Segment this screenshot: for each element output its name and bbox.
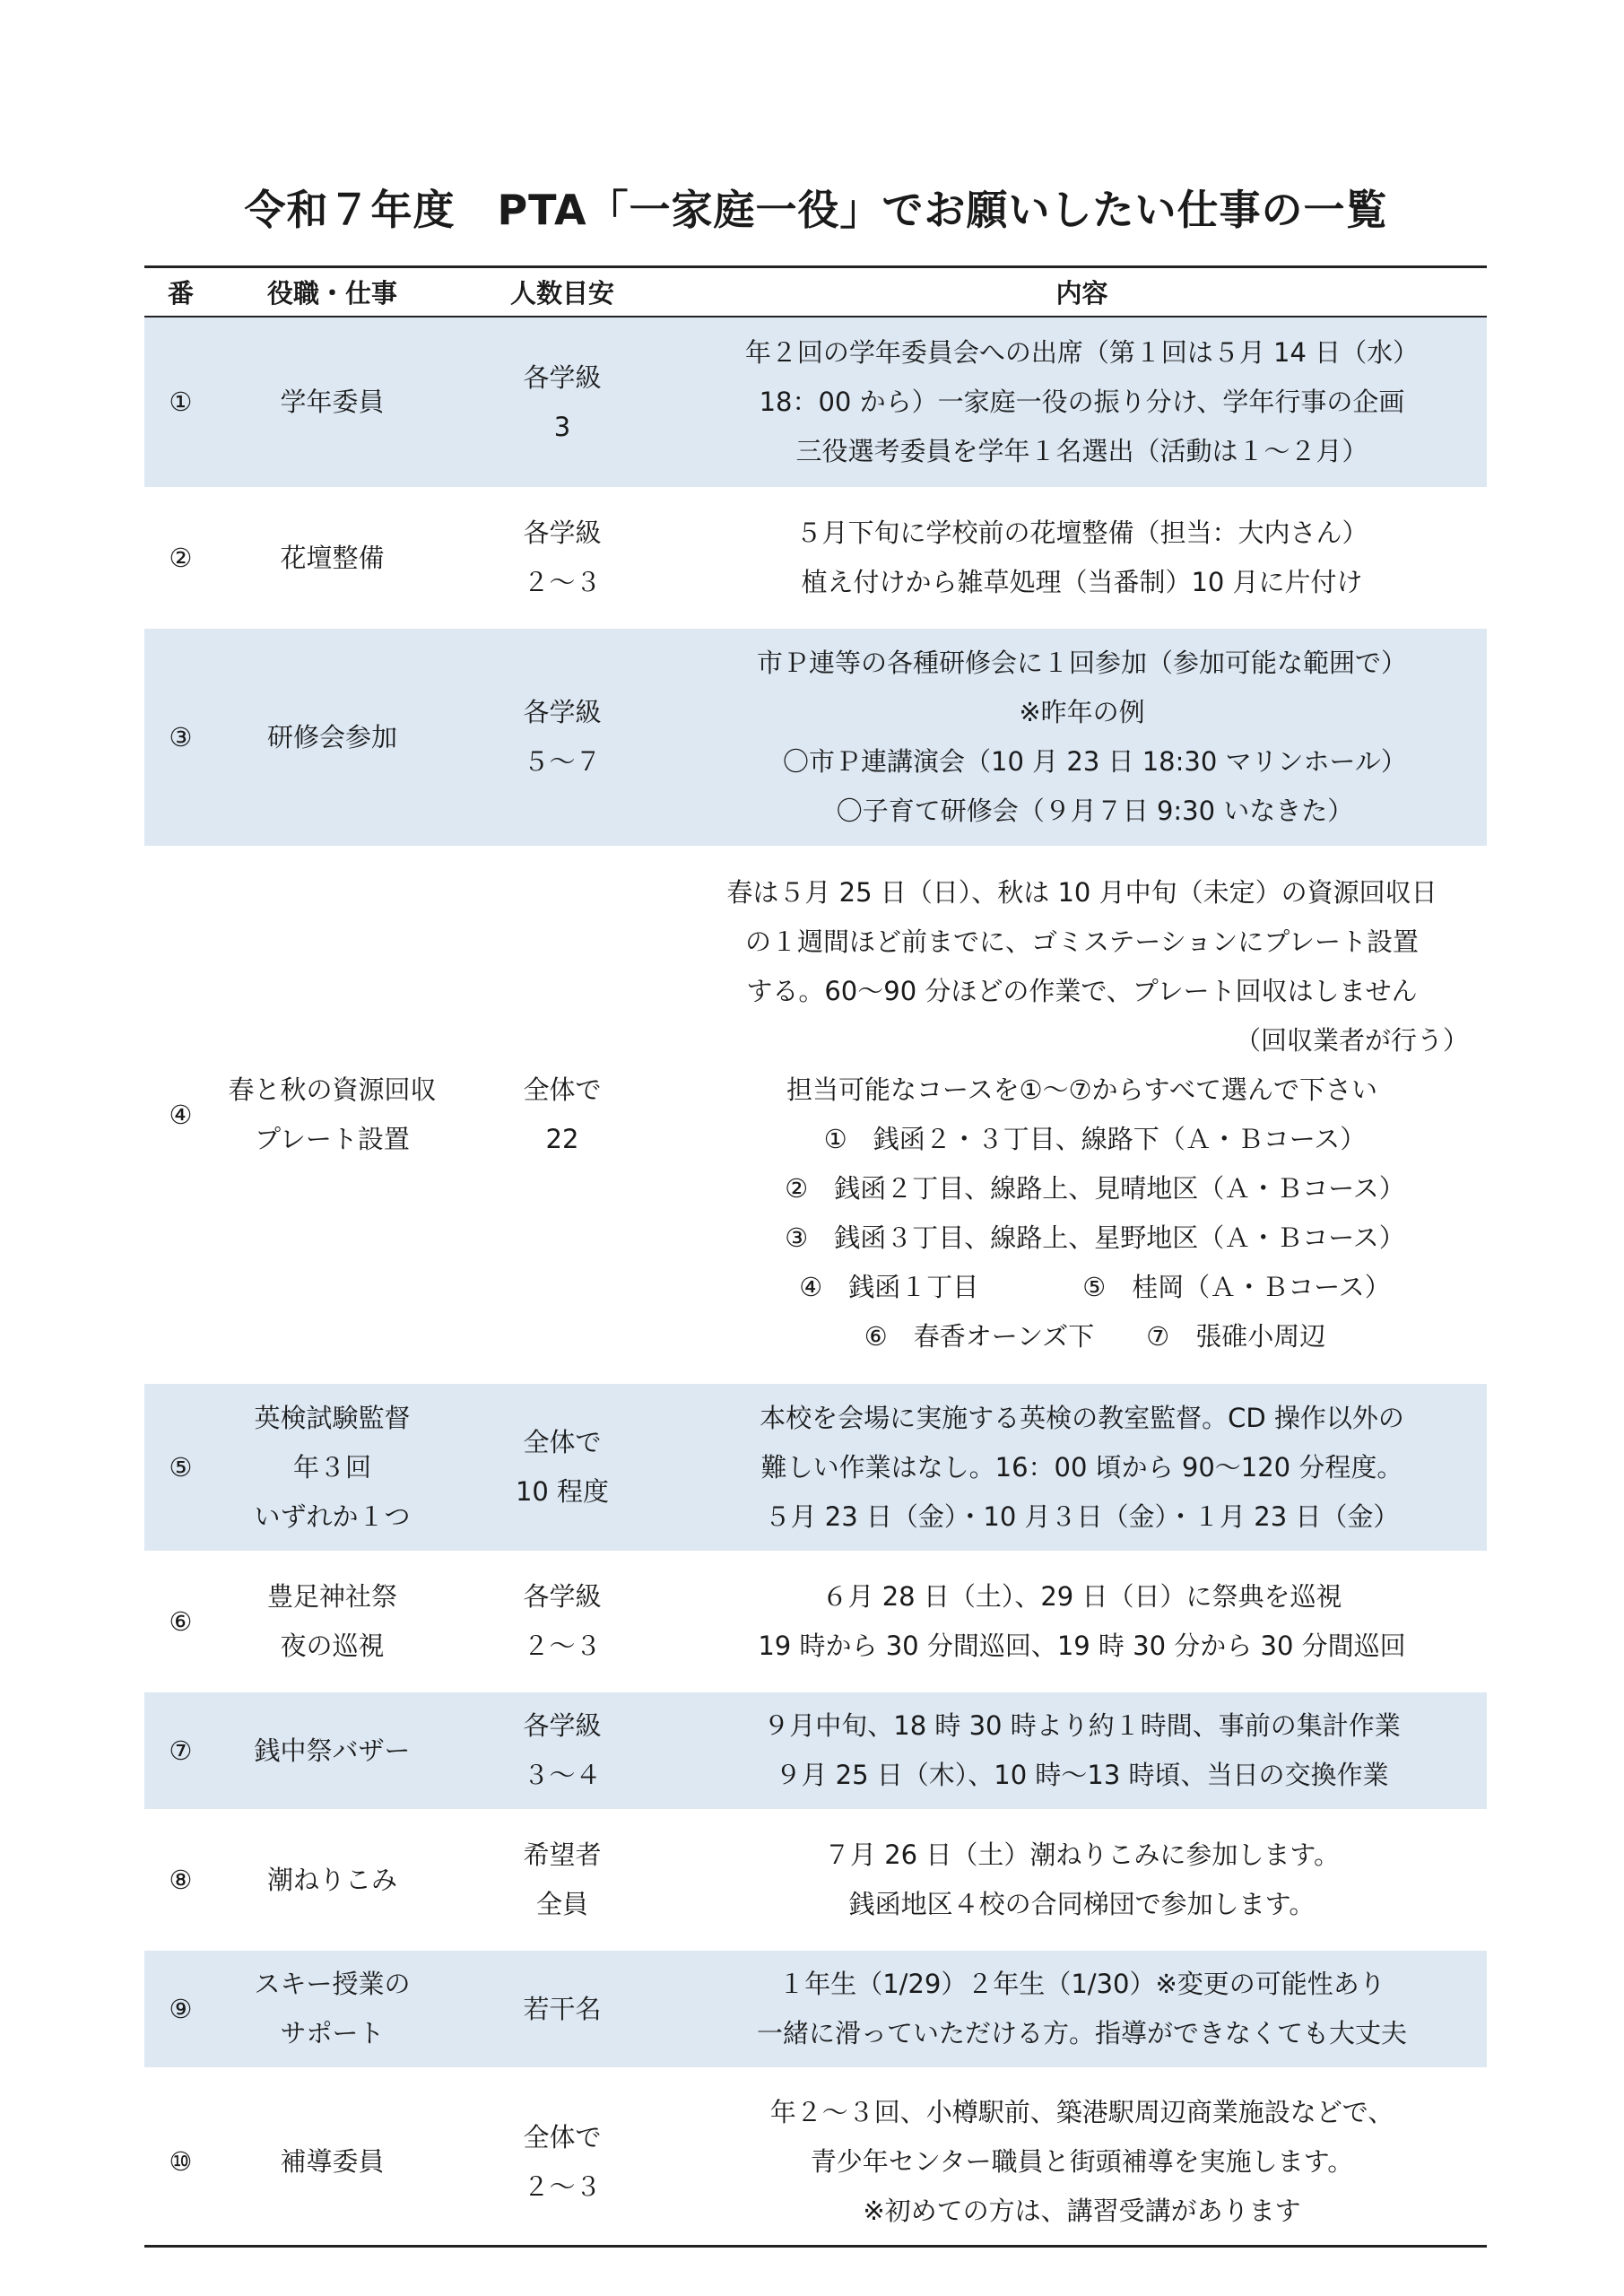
text-line: 各学級 [523,1581,602,1612]
separator-cell [144,2067,217,2080]
row-number [144,1384,217,1551]
text-line: 豊足神社祭 [266,1581,397,1612]
row-separator [144,1809,1487,1822]
text-line: 各学級 [523,361,602,393]
separator-cell [447,2067,677,2080]
table-row [144,1822,1487,1938]
row-separator [144,846,1487,858]
text-line: 本校を会場に実施する英検の教室監督。CD 操作以外の [760,1402,1404,1433]
text-line: 3 [553,411,571,442]
text-line: 難しい作業はなし。16：00 頃から 90～120 分程度。 [760,1451,1403,1483]
text-line: 各学級 [523,517,602,548]
role-cell [217,2080,447,2246]
separator-cell [447,1809,677,1822]
separator-cell [677,1809,1487,1822]
text-line: ① [169,387,193,417]
table-row [144,317,1487,487]
text-line: 三役選考委員を学年１名選出（活動は１～２月） [795,436,1368,466]
table-row [144,858,1487,1371]
row-number [144,1692,217,1809]
text-line: 全員 [535,1889,588,1919]
row-number [144,2080,217,2246]
text-line: 夜の巡視 [280,1631,385,1661]
text-line: 19 時から 30 分間巡回、19 時 30 分から 30 分間巡回 [758,1631,1406,1661]
count-cell [447,1822,677,1938]
text-line: 全体で [523,1427,602,1457]
text-line: 〇子育て研修会（９月７日 9:30 いなきた） [810,796,1354,826]
count-cell [447,2080,677,2246]
text-line: 銭函地区４校の合同梯団で参加します。 [848,1889,1316,1919]
role-cell [217,317,447,487]
task-table [144,265,1487,2248]
text-line: サポート [280,2018,385,2048]
separator-cell [447,1680,677,1692]
separator-cell [677,2067,1487,2080]
text-line: 年２～３回、小樽駅前、築港駅周辺商業施設などで、 [769,2097,1394,2128]
text-line: ④ [169,1099,193,1130]
content-cell [677,629,1487,846]
table-row [144,1384,1487,1551]
table-row [144,1563,1487,1680]
separator-cell [677,1551,1487,1563]
separator-cell [447,487,677,500]
text-line: 一緒に滑っていただける方。指導ができなくても大丈夫 [756,2018,1407,2048]
separator-cell [217,2067,447,2080]
text-line: ① 銭函２・３丁目、線路下（Ａ・Ｂコース） [797,1124,1367,1154]
text-line: ② [169,542,193,573]
separator-cell [217,1680,447,1692]
row-separator [144,1938,1487,1951]
count-cell [447,317,677,487]
text-line: 22 [545,1124,579,1154]
separator-cell [447,1371,677,1384]
text-line: ⑨ [169,1993,193,2024]
role-cell [217,858,447,1371]
text-line: 青少年センター職員と街頭補導を実施します。 [810,2146,1354,2178]
row-number [144,1563,217,1680]
text-line: 担当可能なコースを①～⑦からすべて選んで下さい [786,1074,1377,1105]
text-line: 年２回の学年委員会への出席（第１回は５月 14 日（水） [744,337,1420,368]
content-cell [677,1822,1487,1938]
text-line: ２～３ [523,2170,602,2202]
text-line: ２～３ [523,1631,602,1661]
row-separator [144,2067,1487,2080]
row-number [144,500,217,616]
text-line: ⑦ [169,1735,193,1766]
separator-cell [144,1809,217,1822]
text-line: する。60～90 分ほどの作業で、プレート回収はしません [746,976,1418,1006]
text-line: 銭中祭バザー [254,1735,411,1766]
count-cell [447,1692,677,1809]
text-line: 潮ねりこみ [266,1864,397,1895]
count-cell [447,1384,677,1551]
header-role: 役職・仕事 [217,267,447,317]
separator-cell [144,1938,217,1951]
row-number [144,1951,217,2067]
text-line: 春は５月 25 日（日）、秋は 10 月中旬（未定）の資源回収日 [726,877,1437,908]
text-line: 植え付けから雑草処理（当番制）10 月に片付け [801,567,1363,597]
separator-cell [677,616,1487,629]
text-line: 補導委員 [280,2146,385,2178]
text-line: 若干名 [523,1993,602,2024]
text-line: （回収業者が行う） [1234,1025,1469,1056]
text-line: 英検試験監督 [254,1402,411,1433]
text-line: ５～７ [523,746,602,777]
count-cell [447,1563,677,1680]
text-line: １年生（1/29）２年生（1/30）※変更の可能性あり [778,1969,1385,1999]
text-line: ５月下旬に学校前の花壇整備（担当：大内さん） [795,517,1368,548]
text-line: 年３回 [292,1451,371,1483]
row-separator [144,616,1487,629]
separator-cell [677,846,1487,858]
page-title: 令和７年度 PTA「一家庭一役」でお願いしたい仕事の一覧 [244,186,1388,234]
text-line: ⑥ [169,1605,193,1637]
text-line: ５月 23 日（金）・10 月３日（金）・１月 23 日（金） [764,1500,1400,1532]
separator-cell [217,487,447,500]
separator-cell [677,487,1487,500]
content-cell [677,2080,1487,2246]
content-cell [677,317,1487,487]
text-line: 各学級 [523,1710,602,1741]
separator-cell [144,846,217,858]
text-line: ② 銭函２丁目、線路上、見晴地区（Ａ・Ｂコース） [759,1173,1405,1204]
content-cell [677,1692,1487,1809]
role-cell [217,1384,447,1551]
text-line: ９月中旬、18 時 30 時より約１時間、事前の集計作業 [763,1710,1401,1741]
row-separator [144,1371,1487,1384]
text-line: 全体で [523,2121,602,2152]
separator-cell [217,1551,447,1563]
separator-cell [144,616,217,629]
separator-cell [447,616,677,629]
text-line: 〇市Ｐ連講演会（10 月 23 日 18:30 マリンホール） [757,746,1407,777]
separator-cell [144,487,217,500]
count-cell [447,629,677,846]
role-cell [217,500,447,616]
separator-cell [217,616,447,629]
text-line: ９月 25 日（木）、10 時～13 時頃、当日の交換作業 [775,1760,1389,1790]
separator-cell [217,1938,447,1951]
text-line: ⑤ [169,1451,193,1483]
text-line: ※昨年の例 [1019,697,1145,727]
text-line: 学年委員 [280,387,385,417]
text-line: プレート設置 [255,1124,410,1154]
separator-cell [144,1551,217,1563]
row-number [144,317,217,487]
text-line: 希望者 [523,1839,602,1870]
text-line: 市Ｐ連等の各種研修会に１回参加（参加可能な範囲で） [756,648,1407,678]
content-cell [677,1563,1487,1680]
text-line: 10 程度 [515,1476,610,1507]
text-line: 花壇整備 [280,542,385,573]
table-header-row [144,267,1487,317]
text-line: ３～４ [523,1760,602,1790]
text-line: 春と秋の資源回収 [228,1074,437,1105]
header-content: 内容 [677,267,1487,317]
text-line: ２～３ [523,567,602,597]
header-count: 人数目安 [447,267,677,317]
separator-cell [677,1680,1487,1692]
row-separator [144,487,1487,500]
count-cell [447,1951,677,2067]
text-line: ⑧ [169,1864,193,1895]
header-num: 番 [144,267,217,317]
count-cell [447,858,677,1371]
text-line: 全体で [523,1074,602,1105]
text-line: ７月 26 日（土）潮ねりこみに参加します。 [823,1839,1341,1870]
role-cell [217,1692,447,1809]
text-line: ※初めての方は、講習受講があります [863,2196,1301,2227]
content-cell [677,500,1487,616]
text-line: ③ [169,721,193,752]
separator-cell [447,1938,677,1951]
table-body [144,317,1487,2246]
text-line: ④ 銭函１丁目 ⑤ 桂岡（Ａ・Ｂコース） [773,1272,1391,1302]
text-line: 18：00 から）一家庭一役の振り分け、学年行事の企画 [759,387,1405,417]
content-cell [677,1384,1487,1551]
separator-cell [677,1938,1487,1951]
content-cell [677,858,1487,1371]
separator-cell [144,1371,217,1384]
text-line: 研修会参加 [266,721,397,752]
text-line: スキー授業の [254,1969,411,1999]
text-line: ６月 28 日（土）、29 日（日）に祭典を巡視 [821,1581,1342,1612]
row-number [144,1822,217,1938]
table-row [144,1951,1487,2067]
text-line: 各学級 [523,697,602,727]
text-line: ⑩ [169,2146,193,2178]
separator-cell [217,1371,447,1384]
role-cell [217,1563,447,1680]
role-cell [217,1951,447,2067]
text-line: いずれか１つ [254,1500,411,1532]
count-cell [447,500,677,616]
separator-cell [217,1809,447,1822]
separator-cell [677,1371,1487,1384]
table-row [144,2080,1487,2246]
table-row [144,629,1487,846]
separator-cell [447,1551,677,1563]
text-line: の１週間ほど前までに、ゴミステーションにプレート設置 [744,926,1420,957]
row-number [144,629,217,846]
text-line: ③ 銭函３丁目、線路上、星野地区（Ａ・Ｂコース） [759,1222,1405,1253]
separator-cell [447,846,677,858]
text-line: ⑥ 春香オーンズ下 ⑦ 張碓小周辺 [838,1321,1326,1352]
role-cell [217,629,447,846]
table-row [144,1692,1487,1809]
separator-cell [217,846,447,858]
row-number [144,858,217,1371]
content-cell [677,1951,1487,2067]
row-separator [144,1680,1487,1692]
table-row [144,500,1487,616]
role-cell [217,1822,447,1938]
separator-cell [144,1680,217,1692]
row-separator [144,1551,1487,1563]
